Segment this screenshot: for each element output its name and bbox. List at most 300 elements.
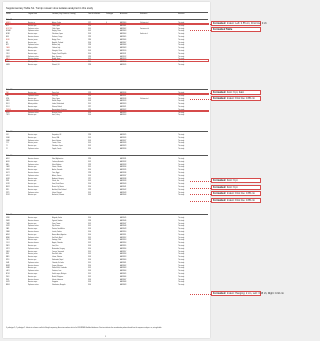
table-cell: 1999	[88, 56, 91, 58]
table-cell: AB093654	[120, 243, 127, 245]
table-cell: KHM1	[6, 268, 10, 270]
table-cell: AB093657	[120, 251, 127, 253]
table-cell: This study	[178, 274, 185, 275]
table-row	[6, 218, 208, 220]
table-cell: This study	[178, 31, 185, 33]
table-cell: TWN1	[6, 223, 10, 225]
table-cell: Brassica rapa	[28, 181, 37, 183]
table-cell: AB093614	[120, 62, 127, 64]
page-number: 1	[105, 336, 107, 338]
table-cell: AB093638	[120, 178, 127, 180]
table-cell: This study	[178, 254, 185, 256]
table-cell: Raphanus sativus	[28, 112, 39, 114]
table-cell: Prague, Czech Republic	[52, 53, 67, 55]
table-cell: AB093639	[120, 181, 127, 183]
table-cell: Brassica rapa	[28, 276, 37, 278]
table-cell: This study	[178, 262, 185, 264]
comment-bubble[interactable]	[211, 178, 261, 183]
table-cell: AB093606	[120, 39, 127, 41]
table-cell: This study	[178, 115, 185, 117]
comment-text: Indent: First line: 0.85 cm	[226, 199, 255, 202]
table-cell: SGP1	[6, 282, 10, 284]
table-cell: Brassica oleracea	[28, 232, 39, 233]
table-cell: Montevideo, Uruguay	[52, 248, 65, 250]
table-cell: AB093641	[120, 187, 127, 188]
comment-leader-line	[190, 188, 211, 189]
table-cell: 2002	[88, 161, 91, 163]
table-cell: BCHN4	[6, 31, 11, 33]
table-cell: 2001	[88, 28, 91, 30]
table-cell: This study	[178, 62, 185, 64]
table-cell: Brassica napus	[28, 178, 38, 180]
comment-bubble[interactable]	[211, 291, 284, 296]
table-row	[6, 37, 208, 39]
table-cell: This study	[178, 37, 185, 38]
table-cell: Brassica rapa	[28, 42, 37, 44]
table-row	[6, 263, 208, 265]
table-cell: Braunschweig, Germany	[52, 109, 67, 111]
table-cell: Brassica napus	[28, 65, 38, 66]
table-cell: 2001	[88, 104, 91, 106]
table-cell: Athens, Greece	[52, 175, 62, 177]
table-cell: Brassica napus	[28, 240, 38, 242]
table-cell: IDN1	[6, 279, 10, 281]
table-cell: Chiba, Japan	[52, 25, 60, 27]
section-label: Table S4	[6, 156, 13, 157]
table-cell: Mexico City, Mexico	[52, 187, 64, 188]
table-cell: POL1	[6, 107, 10, 108]
comment-text: Indent: First line: 0.85 cm	[226, 192, 255, 195]
table-cell: DEU3	[6, 56, 10, 58]
section-label: Table S3	[6, 132, 13, 133]
table-row	[6, 34, 208, 36]
table-cell: AB093607	[120, 42, 127, 44]
table-cell: 2001	[88, 62, 91, 64]
table-cell: AB093645	[120, 218, 127, 219]
table-row	[6, 96, 208, 98]
table-row	[6, 285, 208, 287]
table-cell: AB093623	[120, 112, 127, 114]
table-cell: BK	[6, 42, 8, 44]
table-cell: 2000	[88, 25, 91, 27]
table-cell: AB093652	[120, 237, 127, 239]
table-cell: This study	[178, 95, 185, 97]
table-cell: This study	[178, 237, 185, 239]
comment-bubble[interactable]	[211, 198, 261, 203]
table-cell: Phnom Penh, Cambodia	[52, 268, 67, 270]
table-cell: Brassica rapa	[28, 223, 37, 225]
table-cell: 1998	[88, 65, 91, 66]
column-header: Original host	[28, 13, 37, 15]
table-cell: Brassica napus	[28, 282, 38, 284]
column-header: Year of collection	[88, 13, 101, 15]
table-cell: Kuala Lumpur, Malaysia	[52, 274, 67, 275]
table-cell: 2003	[88, 51, 91, 52]
table-cell: AB093617	[120, 95, 127, 97]
table-cell: This study	[178, 28, 185, 30]
table-cell: AB093618	[120, 98, 127, 100]
table-cell: AB093624	[120, 115, 127, 117]
table-cell: AB093663	[120, 268, 127, 270]
table-cell: NLD1	[6, 104, 10, 106]
table-cell: This study	[178, 98, 185, 100]
table-cell: Brassica rapa	[28, 195, 37, 197]
comment-leader-line	[190, 181, 211, 182]
table-cell: DNK1	[6, 170, 10, 172]
table-cell: This study	[178, 161, 185, 163]
comment-leader-line	[190, 201, 211, 202]
section-label: Table S1	[6, 20, 13, 21]
table-cell: Lisbon, Portugal	[52, 192, 62, 194]
table-cell: Ulaanbaatar, Mongolia	[52, 285, 66, 287]
table-cell: AB093634	[120, 167, 127, 169]
comment-bubble[interactable]	[211, 96, 261, 101]
table-cell: This study	[178, 248, 185, 250]
table-cell: Brassica napus	[28, 170, 38, 172]
table-cell: New Delhi, India	[52, 254, 62, 256]
table-row	[6, 277, 208, 279]
table-cell: This study	[178, 39, 185, 41]
table-cell: This study	[178, 175, 185, 177]
comment-leader-line	[190, 294, 211, 295]
table-cell: 2001	[88, 262, 91, 264]
table-cell: AB093608	[120, 45, 127, 47]
table-cell: Raphanus sativus	[28, 248, 39, 250]
table-cell: 1999	[88, 164, 91, 166]
table-cell: 2001	[88, 167, 91, 169]
comment-bubble[interactable]	[211, 90, 261, 95]
table-cell: AB093651	[120, 234, 127, 236]
table-cell: 1999	[88, 240, 91, 242]
table-cell: 2003	[88, 195, 91, 197]
comment-leader-line	[190, 24, 211, 25]
table-cell: Auckland, New Zealand	[52, 189, 67, 191]
table-row	[6, 176, 208, 178]
table-cell: This study	[178, 34, 185, 36]
table-cell: This study	[178, 107, 185, 108]
comment-bubble[interactable]	[211, 27, 261, 32]
column-header: Reference	[140, 13, 148, 15]
table-cell: BCM1	[6, 34, 10, 36]
table-cell: IND1	[6, 254, 10, 256]
section-divider	[6, 131, 208, 132]
table-cell: Brassica rapa	[28, 167, 37, 169]
table-cell: ESP1	[6, 59, 10, 61]
table-cell: 1999	[88, 189, 91, 191]
table-cell: Yokohama, Japan	[52, 146, 63, 148]
table-cell: Vientiane, Laos	[52, 271, 62, 273]
table-cell: 2000	[88, 234, 91, 236]
table-cell: This study	[178, 234, 185, 236]
table-cell: This study	[178, 93, 185, 94]
table-cell: 1997	[88, 23, 91, 24]
table-cell: Raphanus sativus	[28, 28, 39, 30]
table-row	[6, 149, 208, 151]
table-cell: ITA1	[6, 93, 9, 94]
table-cell: ANKR1	[6, 23, 11, 24]
table-row	[6, 26, 208, 28]
table-cell: Tehran, Iran	[52, 181, 60, 183]
table-cell: 2002	[88, 31, 91, 33]
table-cell: Raphanus sativus	[28, 192, 39, 194]
table-row	[6, 235, 208, 237]
section-label: Table S5	[6, 215, 13, 216]
table-cell: BRA1	[6, 237, 10, 239]
table-cell: This study	[178, 220, 185, 222]
table-cell: This study	[178, 223, 185, 225]
table-cell: Raphanus sativus	[28, 95, 39, 97]
table-cell: 2000	[88, 170, 91, 172]
table-cell: This study	[178, 187, 185, 188]
comment-kind: Formatted:	[213, 97, 227, 100]
table-cell: UKR1	[6, 226, 10, 228]
table-cell: NPL1	[6, 260, 10, 261]
table-cell: Canberra, Australia	[52, 161, 64, 163]
table-row	[6, 112, 208, 117]
table-cell: Cairo, Egypt	[52, 173, 60, 174]
table-cell: AB093636	[120, 173, 127, 174]
column-header: Pathotype	[106, 13, 114, 15]
table-cell: Lahore, Pakistan	[52, 257, 63, 259]
table-cell: 2001	[88, 137, 91, 139]
table-cell: Raphanus sativus	[28, 149, 39, 150]
table-cell: PRT1	[6, 192, 10, 194]
comment-kind: Formatted:	[213, 292, 227, 295]
table-cell: AB093630	[120, 149, 127, 150]
table-cell: 2000	[88, 187, 91, 188]
table-cell: This study	[178, 143, 185, 145]
table-cell: AB093648	[120, 226, 127, 228]
table-cell: AB093661	[120, 262, 127, 264]
table-cell: AB093627	[120, 140, 127, 142]
table-cell: This study	[178, 218, 185, 219]
comment-leader-line	[190, 194, 211, 195]
table-cell: Brassica rapa	[28, 98, 37, 100]
table-row	[6, 48, 208, 50]
table-row	[6, 246, 208, 248]
section-divider	[6, 89, 208, 90]
section-label: Table S2	[6, 90, 13, 91]
table-cell: Brassica napus	[28, 274, 38, 275]
table-cell: Bucharest, Romania	[52, 195, 65, 197]
table-row	[6, 221, 208, 223]
table-cell: AB093653	[120, 240, 127, 242]
comment-bubble[interactable]	[211, 185, 261, 190]
table-cell: Belgrade, Serbia	[52, 218, 63, 219]
table-header	[6, 12, 208, 20]
table-cell: Calabria, Italy	[52, 48, 61, 50]
table-cell: GRC1	[6, 175, 10, 177]
table-cell: 1996	[88, 159, 91, 160]
table-row	[6, 54, 208, 56]
table-cell: AB093665	[120, 274, 127, 275]
table-row	[6, 184, 208, 186]
table-cell: Brassica napus	[28, 34, 38, 36]
table-cell: AB093612	[120, 56, 127, 58]
table-cell: AB093604	[120, 34, 127, 36]
table-cell: 2000	[88, 218, 91, 219]
table-cell: This study	[178, 140, 185, 142]
table-cell: AB093647	[120, 223, 127, 225]
table-cell: VNM1	[6, 140, 10, 142]
table-cell: Raphanus sativus	[28, 45, 39, 47]
table-cell: ARG1	[6, 234, 10, 236]
table-cell: Brassica rapa	[28, 51, 37, 52]
table-cell: MEX1	[6, 187, 10, 188]
comment-kind: Formatted:	[213, 91, 227, 94]
comment-text: Font: 9 pt	[226, 186, 238, 189]
table-cell: This study	[178, 48, 185, 50]
table-cell: Ohshima et al.	[140, 98, 149, 100]
table-cell: GBR6	[6, 65, 10, 66]
table-cell: Brassica oleracea	[28, 109, 39, 111]
table-cell: Seoul, South Korea	[52, 184, 64, 186]
table-cell: Colombo, Sri Lanka	[52, 262, 64, 264]
comment-bubble[interactable]	[211, 191, 261, 196]
table-cell: Ohshima et al.	[140, 23, 149, 24]
table-row	[6, 232, 208, 234]
table-cell: 1997	[88, 107, 91, 108]
table-cell: AB093642	[120, 189, 127, 191]
table-cell: Moscow, Russia	[52, 112, 62, 114]
table-cell: AB093633	[120, 164, 127, 166]
table-cell: Pisa, Italy	[52, 95, 58, 97]
table-cell: Brassica oleracea	[28, 279, 39, 281]
table-cell: AB093603	[120, 31, 127, 33]
table-cell: Chiba, Japan	[52, 28, 60, 30]
table-cell: 1999	[88, 37, 91, 38]
table-cell: This study	[178, 173, 185, 174]
table-cell: Brassica napus	[28, 251, 38, 253]
table-cell: 1998	[88, 135, 91, 136]
table-cell: This study	[178, 159, 185, 160]
table-cell: Alliaria petiolata	[28, 62, 38, 64]
table-cell: This study	[178, 101, 185, 103]
table-cell: Lusaka, Zambia	[52, 232, 62, 233]
table-cell: AB093668	[120, 282, 127, 284]
table-cell: AB093658	[120, 254, 127, 256]
table-cell: This study	[178, 104, 185, 106]
table-cell: AB093649	[120, 229, 127, 231]
table-cell: This study	[178, 42, 185, 44]
table-cell: Raphanus sativus	[28, 285, 39, 287]
table-cell: Brassica oleracea	[28, 265, 39, 267]
table-cell: This study	[178, 260, 185, 261]
table-cell: AB093602	[120, 28, 127, 30]
table-cell: URY1	[6, 248, 10, 250]
table-cell: This study	[178, 246, 185, 247]
table-cell: This study	[178, 56, 185, 58]
table-cell: Kathmandu, Nepal	[52, 260, 64, 261]
table-cell: Zagreb, Croatia	[52, 149, 62, 150]
table-cell: 1998	[88, 220, 91, 222]
table-cell: This study	[178, 240, 185, 242]
table-cell: AB093619	[120, 101, 127, 103]
section-divider	[6, 155, 208, 156]
table-cell: Raphanus sativus	[28, 175, 39, 177]
table-cell: Brassica juncea	[28, 143, 38, 145]
table-cell: YC5	[6, 143, 9, 145]
table-cell: Brassica sp.	[28, 23, 36, 24]
table-cell: 1999	[88, 93, 91, 94]
table-cell: AB093615	[120, 65, 127, 66]
table-cell: This study	[178, 265, 185, 267]
table-cell: AB093610	[120, 51, 127, 52]
table-row	[6, 173, 208, 175]
table-cell: This study	[178, 285, 185, 287]
table-cell: AB093644	[120, 195, 127, 197]
table-cell: Madrid, Spain	[52, 59, 61, 61]
table-cell: Alliaria petiolata	[28, 48, 38, 50]
table-cell: Brassica oleracea	[28, 243, 39, 245]
table-row	[6, 104, 208, 106]
table-footnote: S, pathotype S; C, pathotype C. Isolates in red were used for full-length sequencing. Accession numbers refer to the DDBJ/EMBL/GenBank databases. Structure indicates the recombination pattern inferred from the sequence analyses. na, not applicable.	[6, 328, 162, 329]
table-cell: Brassica oleracea	[28, 101, 39, 103]
table-row	[6, 170, 208, 172]
table-cell: 2000	[88, 265, 91, 267]
table-cell: 2003	[88, 34, 91, 36]
table-cell: AB093622	[120, 109, 127, 111]
table-cell: Brassica rapa	[28, 137, 37, 139]
table-cell: Suehiro et al.	[140, 34, 148, 36]
table-cell: This study	[178, 167, 185, 169]
table-cell: ITA7	[6, 95, 9, 97]
table-cell: Ankara, Turkey	[52, 23, 62, 24]
document-page	[3, 2, 210, 338]
table-cell: Santiago, Chile	[52, 240, 62, 242]
table-cell: BZ1	[6, 45, 9, 47]
table-cell: AB093655	[120, 246, 127, 247]
table-cell: Manila, Philippines	[52, 276, 64, 278]
table-cell: This study	[178, 279, 185, 281]
table-cell: 1986	[88, 39, 91, 41]
table-cell: 2002	[88, 276, 91, 278]
table-cell: Brassica napus	[28, 189, 38, 191]
table-cell: Brassica oleracea	[28, 220, 39, 222]
table-cell: CAN1	[6, 167, 10, 169]
table-cell: 2003	[88, 140, 91, 142]
table-cell: Beijing, China	[52, 39, 61, 41]
table-cell: Brassica oleracea	[28, 159, 39, 160]
table-cell: This study	[178, 189, 185, 191]
table-cell: PV0104	[6, 109, 11, 111]
table-row	[6, 146, 208, 148]
comment-bubble[interactable]	[211, 21, 267, 26]
table-cell: This study	[178, 109, 185, 111]
comment-kind: Formatted:	[213, 192, 227, 195]
comment-text: Indent: First line: 0.85 cm	[226, 97, 255, 100]
table-cell: Brassica napus	[28, 218, 38, 219]
table-cell: JPN1	[6, 98, 10, 100]
table-row	[6, 159, 208, 161]
table-cell: 2000	[88, 112, 91, 114]
table-row	[6, 135, 208, 137]
table-cell: Kyiv, Ukraine	[52, 226, 60, 228]
table-cell: This study	[178, 232, 185, 233]
table-cell: Raphanus sativus	[28, 31, 39, 33]
table-cell: This study	[178, 59, 185, 61]
table-cell: 2002	[88, 254, 91, 256]
column-header: Location (City, Province, Country)	[52, 13, 76, 15]
table-row	[6, 192, 208, 197]
table-cell: AB093605	[120, 37, 127, 38]
table-cell: Bonn, Germany	[52, 56, 62, 58]
table-cell: Caracas, Venezuela	[52, 251, 65, 253]
table-cell: Buenos Aires, Argentina	[52, 234, 67, 236]
table-cell: Nairobi, Kenya	[52, 101, 61, 103]
table-cell: 1998	[88, 173, 91, 174]
table-cell: AUS1	[6, 161, 10, 163]
